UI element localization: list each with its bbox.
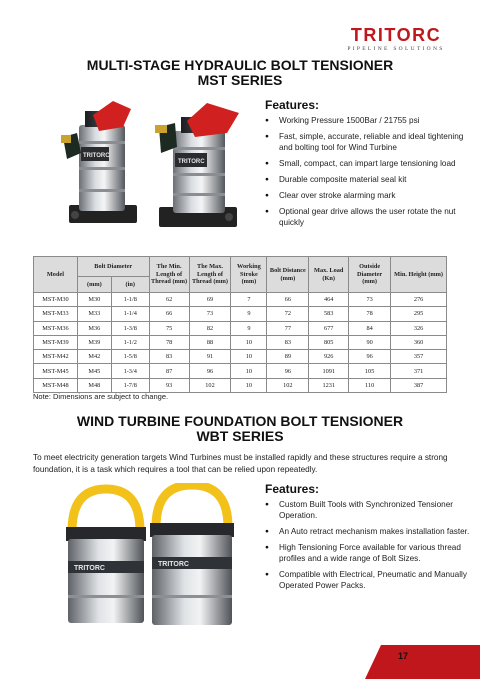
- table-cell: M39: [77, 335, 111, 349]
- feature-item: ● Compatible with Electrical, Pneumatic and Manually Operated Power Packs.: [265, 570, 470, 592]
- table-cell: 91: [189, 350, 231, 364]
- table-cell: 75: [149, 321, 189, 335]
- col-min-thread: The Min. Length of Thread (mm): [149, 257, 189, 293]
- table-cell: MST-M42: [34, 350, 78, 364]
- table-cell: M30: [77, 293, 111, 307]
- table-cell: MST-M39: [34, 335, 78, 349]
- table-cell: MST-M33: [34, 307, 78, 321]
- table-cell: 93: [149, 378, 189, 392]
- table-cell: 66: [267, 293, 309, 307]
- table-cell: 1-7/8: [111, 378, 149, 392]
- mst-tool-label: TRITORC: [83, 153, 110, 159]
- table-row: [34, 321, 447, 335]
- corner-decoration: [365, 645, 480, 679]
- table-header-row: [34, 257, 447, 277]
- table-cell: 78: [349, 307, 391, 321]
- table-cell: 89: [267, 350, 309, 364]
- table-cell: MST-M48: [34, 378, 78, 392]
- feature-item: ● Working Pressure 1500Bar / 21755 psi: [265, 116, 470, 127]
- feature-item: ● Clear over stroke alarming mark: [265, 191, 470, 202]
- specification-table: [33, 256, 447, 393]
- table-cell: 87: [149, 364, 189, 378]
- section1-features-list: [265, 116, 470, 234]
- table-cell: MST-M45: [34, 364, 78, 378]
- table-cell: 276: [391, 293, 447, 307]
- col-model: Model: [34, 257, 78, 293]
- table-cell: 90: [349, 335, 391, 349]
- table-cell: 1-3/8: [111, 321, 149, 335]
- table-cell: 1-5/8: [111, 350, 149, 364]
- table-cell: 102: [189, 378, 231, 392]
- table-cell: 9: [231, 307, 267, 321]
- table-cell: M36: [77, 321, 111, 335]
- table-cell: 73: [189, 307, 231, 321]
- mst-tensioner-image: [55, 97, 260, 249]
- section2-title: WIND TURBINE FOUNDATION BOLT TENSIONER: [76, 413, 404, 429]
- col-mm: (mm): [77, 277, 111, 293]
- dimensions-note: Note: Dimensions are subject to change.: [33, 392, 169, 401]
- table-cell: 72: [267, 307, 309, 321]
- col-max-load: Max. Load (Kn): [309, 257, 349, 293]
- col-outside-diameter: Outside Diameter (mm): [349, 257, 391, 293]
- feature-item: ● Durable composite material seal kit: [265, 175, 470, 186]
- section2-features-heading: Features:: [265, 482, 320, 496]
- section2-subtitle: WBT SERIES: [196, 428, 284, 444]
- table-cell: 677: [309, 321, 349, 335]
- table-cell: 10: [231, 335, 267, 349]
- table-cell: 9: [231, 321, 267, 335]
- feature-item: ● Fast, simple, accurate, reliable and ideal tightening and bolting tool for Wind Turbine: [265, 132, 470, 154]
- table-cell: 357: [391, 350, 447, 364]
- mst-tool-label-2: TRITORC: [178, 159, 205, 165]
- brand-logo: [342, 26, 450, 52]
- table-cell: 464: [309, 293, 349, 307]
- col-bolt-diameter: Bolt Diameter: [77, 257, 149, 277]
- table-cell: 1-1/8: [111, 293, 149, 307]
- col-min-height: Min. Height (mm): [391, 257, 447, 293]
- table-cell: 1231: [309, 378, 349, 392]
- table-cell: 73: [349, 293, 391, 307]
- table-cell: 805: [309, 335, 349, 349]
- table-cell: 10: [231, 350, 267, 364]
- page-number: 17: [398, 651, 409, 661]
- wbt-tool-right: [150, 485, 234, 625]
- table-row: [34, 350, 447, 364]
- table-cell: 295: [391, 307, 447, 321]
- table-cell: 10: [231, 378, 267, 392]
- table-cell: 583: [309, 307, 349, 321]
- feature-item: ● Custom Built Tools with Synchronized Tensioner Operation.: [265, 500, 470, 522]
- table-cell: 66: [149, 307, 189, 321]
- table-cell: 1091: [309, 364, 349, 378]
- table-cell: 1-1/2: [111, 335, 149, 349]
- table-cell: 77: [267, 321, 309, 335]
- table-cell: 326: [391, 321, 447, 335]
- col-in: (in): [111, 277, 149, 293]
- table-cell: 360: [391, 335, 447, 349]
- section1-features-heading: Features:: [265, 98, 320, 112]
- table-cell: MST-M36: [34, 321, 78, 335]
- wbt-tool-label-2: TRITORC: [158, 561, 189, 568]
- feature-item: ● Small, compact, can impart large tensioning load: [265, 159, 470, 170]
- mst-tool-left: [61, 101, 137, 223]
- table-cell: 96: [267, 364, 309, 378]
- wbt-tensioner-image: [60, 483, 245, 633]
- table-cell: 10: [231, 364, 267, 378]
- feature-item: ● High Tensioning Force available for various thread profiles and a wide range of Bolt Sizes.: [265, 543, 470, 565]
- table-cell: 78: [149, 335, 189, 349]
- table-cell: M42: [77, 350, 111, 364]
- table-cell: 371: [391, 364, 447, 378]
- col-bolt-distance: Bolt Distance (mm): [267, 257, 309, 293]
- section2-intro: To meet electricity generation targets Wind Turbines must be installed rapidly and these structures require a strong foundation, it is a task which requires a tool that can be relied upon repeatedly.: [33, 453, 448, 474]
- feature-item: ● An Auto retract mechanism makes installation faster.: [265, 527, 470, 538]
- table-row: [34, 335, 447, 349]
- table-cell: M33: [77, 307, 111, 321]
- wbt-tool-left: [66, 489, 146, 623]
- section1-title: MULTI-STAGE HYDRAULIC BOLT TENSIONER: [86, 57, 394, 73]
- table-cell: 1-3/4: [111, 364, 149, 378]
- table-cell: 84: [349, 321, 391, 335]
- table-cell: 110: [349, 378, 391, 392]
- section2-features-list: [265, 500, 470, 598]
- table-cell: 88: [189, 335, 231, 349]
- brand-name: TRITORC: [350, 25, 442, 45]
- table-cell: 102: [267, 378, 309, 392]
- table-row: [34, 307, 447, 321]
- table-cell: 387: [391, 378, 447, 392]
- brand-tagline: PIPELINE SOLUTIONS: [347, 46, 445, 52]
- table-cell: 69: [189, 293, 231, 307]
- table-cell: 83: [267, 335, 309, 349]
- table-cell: 7: [231, 293, 267, 307]
- table-cell: M45: [77, 364, 111, 378]
- section1-subtitle: MST SERIES: [197, 72, 283, 88]
- wbt-tool-label: TRITORC: [74, 565, 105, 572]
- table-cell: 82: [189, 321, 231, 335]
- table-cell: 1-1/4: [111, 307, 149, 321]
- table-cell: 62: [149, 293, 189, 307]
- col-stroke: Working Stroke (mm): [231, 257, 267, 293]
- col-max-thread: The Max. Length of Thread (mm): [189, 257, 231, 293]
- table-cell: 96: [349, 350, 391, 364]
- table-row: [34, 364, 447, 378]
- table-row: [34, 378, 447, 392]
- feature-item: ● Optional gear drive allows the user rotate the nut quickly: [265, 207, 470, 229]
- table-cell: 105: [349, 364, 391, 378]
- table-cell: 83: [149, 350, 189, 364]
- table-cell: 96: [189, 364, 231, 378]
- table-cell: M48: [77, 378, 111, 392]
- table-cell: MST-M30: [34, 293, 78, 307]
- table-cell: 926: [309, 350, 349, 364]
- table-row: [34, 293, 447, 307]
- mst-tool-right: [155, 103, 239, 227]
